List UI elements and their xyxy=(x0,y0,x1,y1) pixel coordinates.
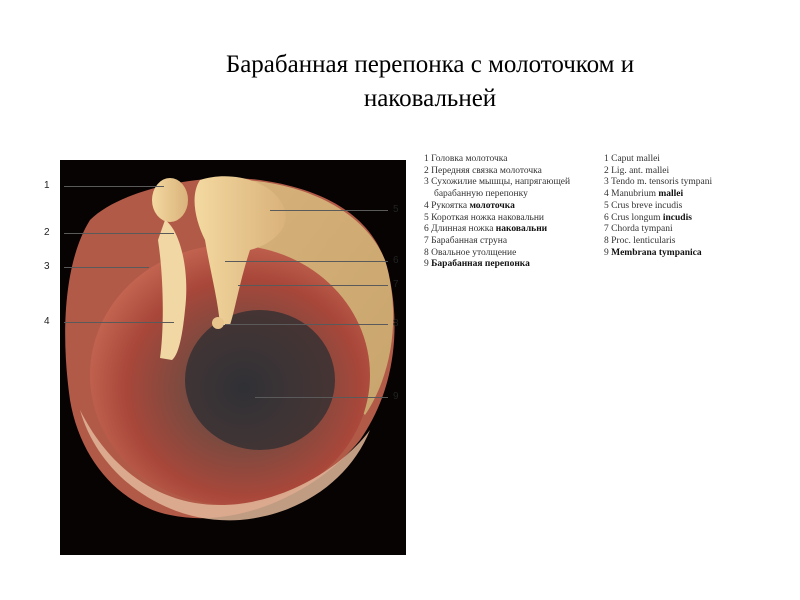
legend-text: Головка молоточка xyxy=(431,154,508,164)
legend-la-item-4 xyxy=(604,189,712,201)
legend-number: 5 xyxy=(604,200,609,211)
leader-line-3 xyxy=(64,267,149,268)
legend-russian xyxy=(424,154,570,271)
legend-la-item-9 xyxy=(604,248,712,260)
legend-number: 3 xyxy=(604,177,609,188)
callout-7: 7 xyxy=(393,279,399,290)
legend-la-item-3 xyxy=(604,177,712,189)
lenticular-process xyxy=(212,317,224,329)
legend-ru-item-5 xyxy=(424,201,570,213)
legend-la-item-2 xyxy=(604,166,712,178)
legend-number: 9 xyxy=(604,247,609,258)
legend-text: Длинная ножка xyxy=(431,224,494,235)
legend-ru-item-10 xyxy=(424,259,570,271)
legend-number: 6 xyxy=(604,212,609,223)
legend-la-item-8 xyxy=(604,236,712,248)
legend-bold-text: Membrana tympanica xyxy=(611,247,702,258)
legend-text: Сухожилие мышцы, напрягающей xyxy=(431,177,571,188)
legend-number: 4 xyxy=(424,200,429,211)
legend-ru-item-3 xyxy=(424,177,570,189)
legend-text: Manubrium xyxy=(611,189,656,200)
legend-ru-item-9 xyxy=(424,248,570,260)
legend-text: Chorda tympani xyxy=(611,224,673,235)
legend-text: Короткая ножка наковальни xyxy=(431,212,545,223)
legend-bold-text: incudis xyxy=(662,212,692,223)
callout-9: 9 xyxy=(393,391,399,402)
leader-line-9 xyxy=(255,397,388,398)
legend-text: Рукоятка xyxy=(431,200,468,211)
legend-ru-item-8 xyxy=(424,236,570,248)
legend-text: Lig. ant. mallei xyxy=(611,165,670,176)
leader-line-7 xyxy=(238,285,388,286)
legend-text: Tendo m. tensoris tympani xyxy=(610,177,713,188)
callout-4: 4 xyxy=(44,316,50,327)
legend-ru-item-2 xyxy=(424,166,570,178)
legend-bold-text: молоточка xyxy=(469,200,515,211)
legend-text: Барабанная струна xyxy=(431,235,508,246)
legend-number: 7 xyxy=(424,235,429,246)
title-line-1: Барабанная перепонка с молоточком и xyxy=(225,51,635,78)
legend-latin xyxy=(604,154,712,259)
legend-text: Crus breve incudis xyxy=(611,200,683,211)
callout-3: 3 xyxy=(44,261,50,272)
eardrum-illustration xyxy=(60,160,406,555)
legend-number: 8 xyxy=(424,247,429,258)
leader-line-1 xyxy=(64,186,164,187)
legend-text: Proc. lenticularis xyxy=(611,235,676,246)
legend-la-item-5 xyxy=(604,201,712,213)
legend-number: 2 xyxy=(424,165,429,176)
legend-text: Овальное утолщение xyxy=(431,247,517,258)
malleus-head xyxy=(152,178,188,222)
leader-line-4 xyxy=(64,322,174,323)
callout-6: 6 xyxy=(393,255,399,266)
legend-number: 2 xyxy=(604,165,609,176)
legend-number: 9 xyxy=(424,259,429,270)
leader-line-6 xyxy=(225,261,388,262)
legend-la-item-6 xyxy=(604,213,712,225)
callout-1: 1 xyxy=(44,180,50,191)
legend-bold-text: mallei xyxy=(658,189,684,200)
legend-number: 4 xyxy=(604,189,609,200)
legend-number: 7 xyxy=(604,224,609,235)
legend-ru-item-6 xyxy=(424,213,570,225)
callout-2: 2 xyxy=(44,227,50,238)
legend-text: Caput mallei xyxy=(611,154,660,164)
legend-ru-item-7 xyxy=(424,224,570,236)
leader-line-2 xyxy=(64,233,174,234)
legend-number: 1 xyxy=(424,154,429,164)
callout-8: 8 xyxy=(393,318,399,329)
leader-line-5 xyxy=(270,210,388,211)
legend-ru-item-4 xyxy=(424,189,570,201)
legend-text: Crus longum xyxy=(611,212,661,223)
legend-la-item-7 xyxy=(604,224,712,236)
legend-la-item-1 xyxy=(604,154,712,166)
legend-bold-text: наковальни xyxy=(495,224,548,235)
legend-number: 5 xyxy=(424,212,429,223)
legend-number: 1 xyxy=(604,154,609,164)
legend-bold-text: Барабанная перепонка xyxy=(431,259,530,270)
legend-ru-item-1 xyxy=(424,154,570,166)
legend-number: 3 xyxy=(424,177,429,188)
slide-title xyxy=(150,48,710,116)
eardrum-photograph xyxy=(60,160,406,555)
leader-line-8 xyxy=(225,324,388,325)
legend-text: Передняя связка молоточка xyxy=(431,165,542,176)
legend-number: 8 xyxy=(604,235,609,246)
title-line-2: наковальней xyxy=(363,85,497,112)
callout-5: 5 xyxy=(393,204,399,215)
legend-number: 6 xyxy=(424,224,429,235)
membrane-dark-zone xyxy=(185,310,335,450)
legend-text: барабанную перепонку xyxy=(434,189,528,200)
